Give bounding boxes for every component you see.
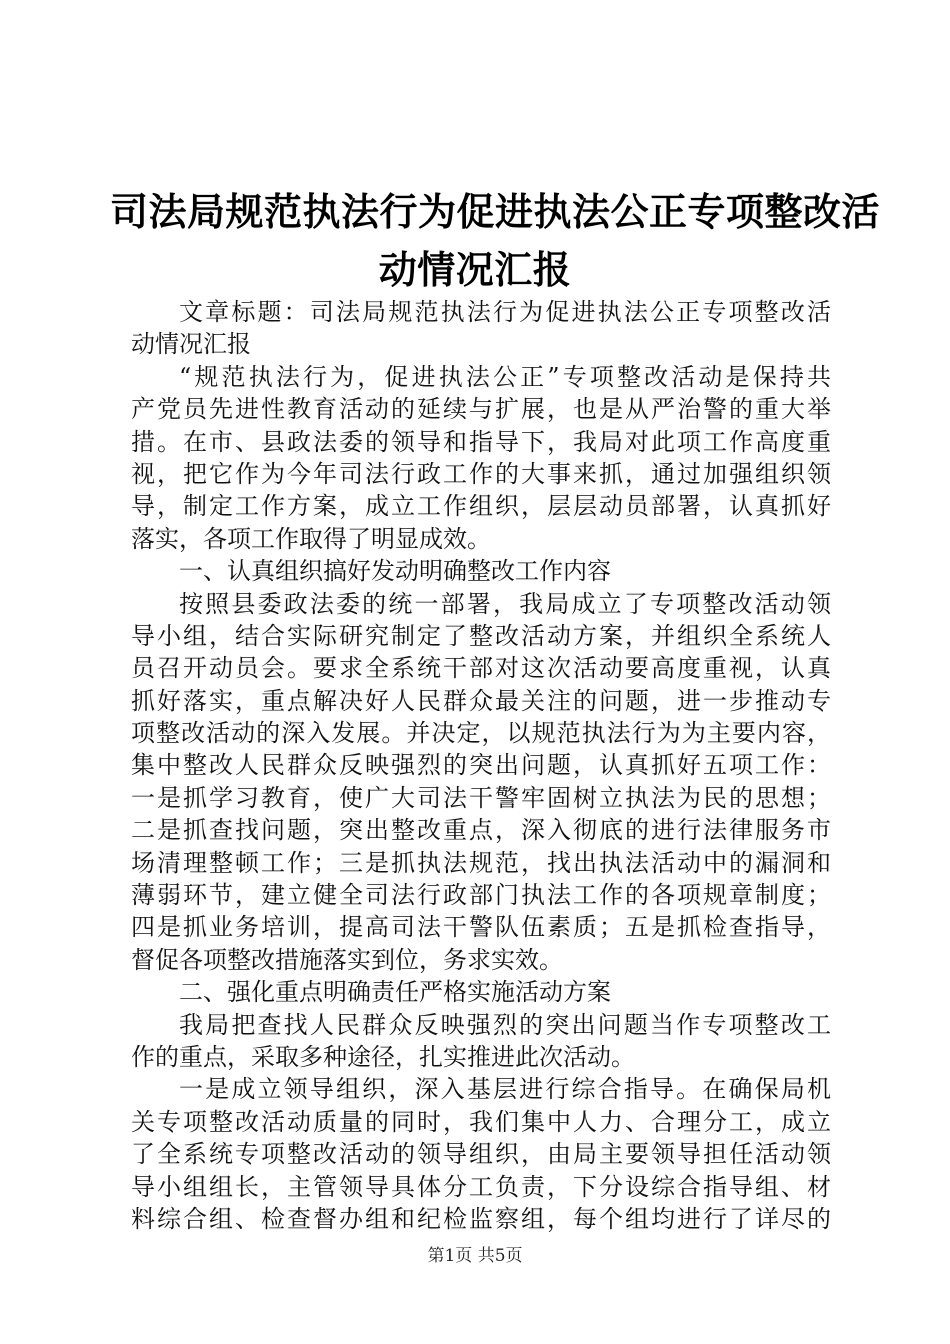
body-text-line: 文章标题：司法局规范执法行为促进执法公正专项整改活	[179, 298, 831, 326]
body-text-line: 料综合组、检查督办组和纪检监察组，每个组均进行了详尽的	[131, 1204, 831, 1233]
body-text-line: 集中整改人民群众反映强烈的突出问题，认真抓好五项工作：	[131, 751, 831, 780]
body-text-line: 我局把查找人民群众反映强烈的突出问题当作专项整改工	[179, 1010, 831, 1039]
body-text-line: 项整改活动的深入发展。并决定，以规范执法行为为主要内容，	[131, 719, 831, 748]
body-text-line: “规范执法行为，促进执法公正”专项整改活动是保持共	[179, 362, 831, 391]
body-text-line: 动情况汇报	[131, 330, 251, 359]
body-text-line: 一、认真组织搞好发动明确整改工作内容	[179, 557, 611, 586]
body-text-line: 按照县委政法委的统一部署，我局成立了专项整改活动领	[179, 589, 831, 618]
body-text-line: 措。在市、县政法委的领导和指导下，我局对此项工作高度重	[131, 427, 831, 456]
body-text-line: 落实，各项工作取得了明显成效。	[131, 524, 491, 553]
body-text-line: 导小组组长，主管领导具体分工负责，下分设综合指导组、材	[131, 1172, 831, 1201]
body-text-line: 一是成立领导组织，深入基层进行综合指导。在确保局机	[179, 1075, 831, 1104]
document-body	[131, 296, 831, 1235]
body-text-line: 关专项整改活动质量的同时，我们集中人力、合理分工，成立	[131, 1107, 831, 1136]
body-text-line: 抓好落实，重点解决好人民群众最关注的问题，进一步推动专	[131, 686, 831, 715]
body-text-line: 督促各项整改措施落实到位，务求实效。	[131, 945, 563, 974]
body-text-line: 员召开动员会。要求全系统干部对这次活动要高度重视，认真	[131, 654, 831, 683]
body-text-line: 视，把它作为今年司法行政工作的大事来抓，通过加强组织领	[131, 459, 831, 488]
body-text-line: 二是抓查找问题，突出整改重点，深入彻底的进行法律服务市	[131, 816, 831, 845]
body-text-line: 作的重点，采取多种途径，扎实推进此次活动。	[131, 1042, 635, 1071]
page-footer: 第1页 共5页	[427, 1246, 523, 1266]
body-text-line: 一是抓学习教育，使广大司法干警牢固树立执法为民的思想；	[131, 783, 831, 812]
document-title-line-2: 动情况汇报	[378, 247, 572, 292]
body-text-line: 薄弱环节，建立健全司法行政部门执法工作的各项规章制度；	[131, 881, 831, 910]
body-text-line: 二、强化重点明确责任严格实施活动方案	[179, 978, 611, 1007]
body-text-line: 导，制定工作方案，成立工作组织，层层动员部署，认真抓好	[131, 492, 831, 521]
document-title-line-1: 司法局规范执法行为促进执法公正专项整改活	[110, 189, 881, 234]
body-text-line: 四是抓业务培训，提高司法干警队伍素质；五是抓检查指导，	[131, 913, 831, 942]
body-text-line: 了全系统专项整改活动的领导组织，由局主要领导担任活动领	[131, 1140, 831, 1169]
body-text-line: 导小组，结合实际研究制定了整改活动方案，并组织全系统人	[131, 621, 831, 650]
body-text-line: 场清理整顿工作；三是抓执法规范，找出执法活动中的漏洞和	[131, 848, 831, 877]
body-text-line: 产党员先进性教育活动的延续与扩展，也是从严治警的重大举	[131, 395, 831, 424]
